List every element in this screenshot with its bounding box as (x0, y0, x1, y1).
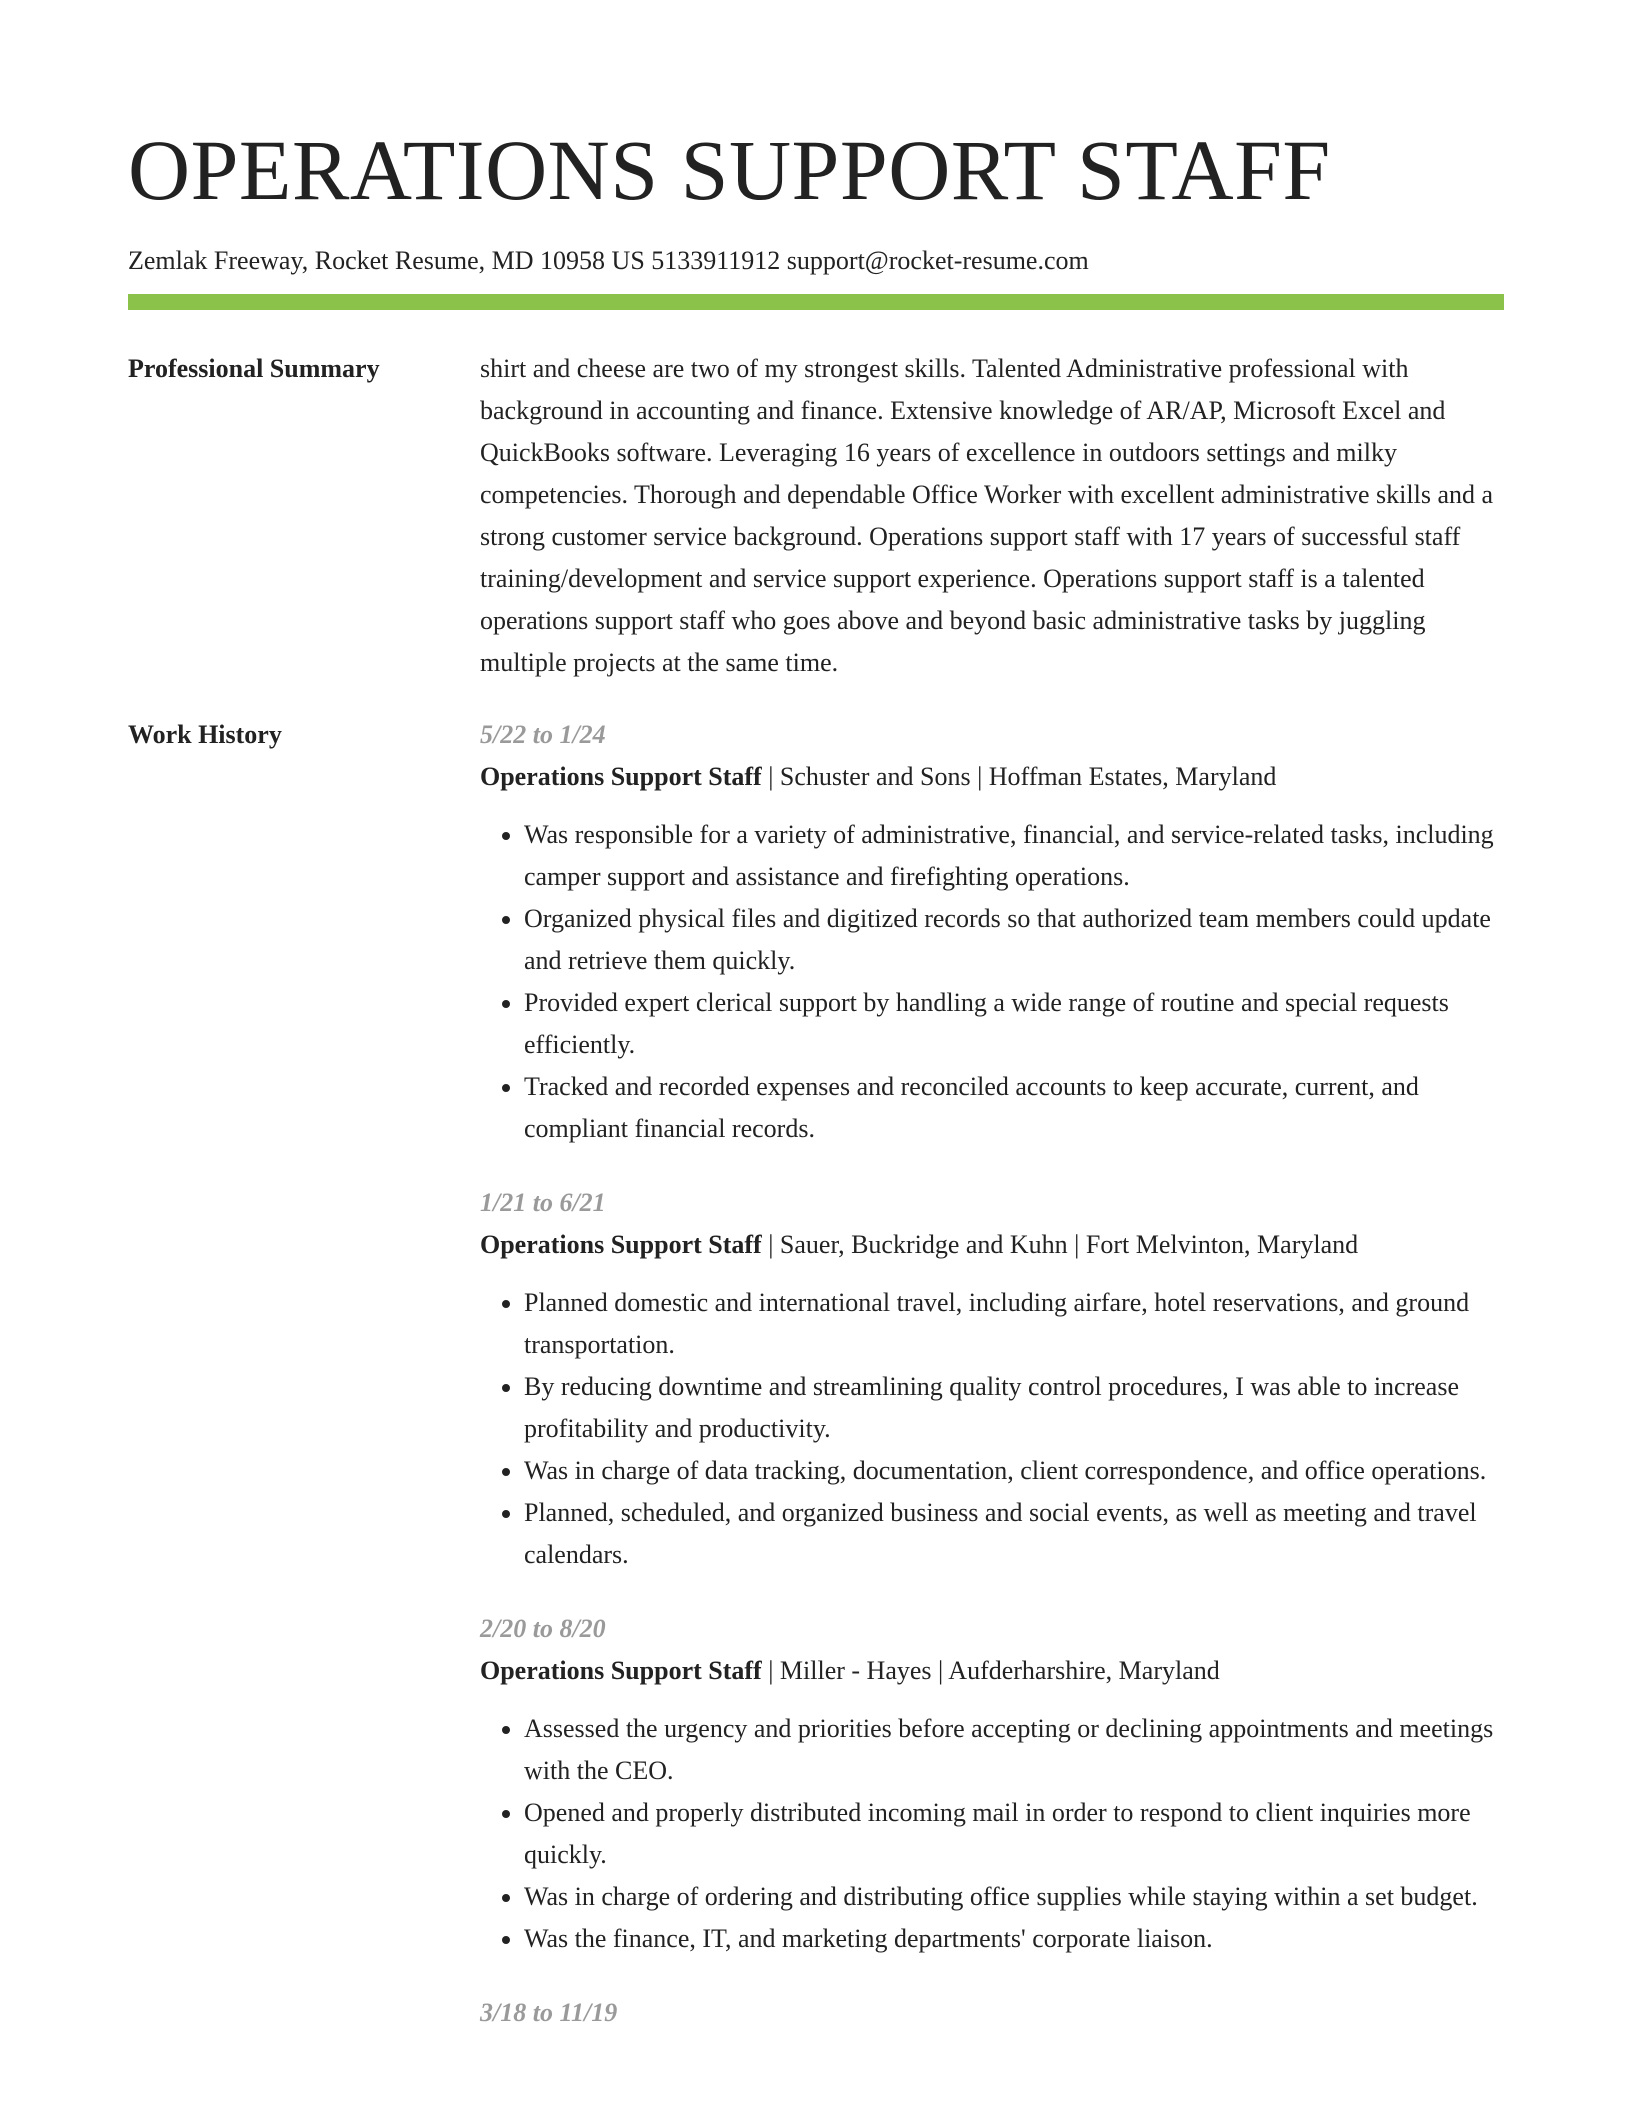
job-bullet-list (480, 1282, 1504, 1576)
professional-summary-section (128, 348, 1504, 684)
resume-page (128, 0, 1504, 2066)
job-entry (480, 1182, 1504, 1576)
job-bullet-list (480, 814, 1504, 1150)
section-label-summary: Professional Summary (128, 354, 380, 383)
job-bullet: • Opened and properly distributed incoming mail in order to respond to client inquiries more quickly. (524, 1792, 1504, 1876)
job-entry (480, 714, 1504, 1150)
job-bullet-list (480, 1708, 1504, 1960)
section-label-work-history: Work History (128, 720, 282, 749)
job-dates: 3/18 to 11/19 (480, 1998, 618, 2027)
job-heading (480, 756, 1504, 798)
resume-name-title: OPERATIONS SUPPORT STAFF (128, 122, 1331, 218)
job-bullet: • Was responsible for a variety of administrative, financial, and service-related tasks, including camper support and assistance and firefighting operations. (524, 814, 1504, 898)
contact-line: Zemlak Freeway, Rocket Resume, MD 10958 US 5133911912 support@rocket-resume.com (128, 246, 1089, 275)
job-dates: 2/20 to 8/20 (480, 1614, 606, 1643)
job-title: Operations Support Staff (480, 1230, 762, 1259)
job-bullet: • Organized physical files and digitized records so that authorized team members could update and retrieve them quickly. (524, 898, 1504, 982)
job-heading (480, 1650, 1504, 1692)
job-entry (480, 1608, 1504, 1960)
job-bullet: • Planned, scheduled, and organized business and social events, as well as meeting and travel calendars. (524, 1492, 1504, 1576)
header-divider (128, 294, 1504, 310)
job-bullet: • Tracked and recorded expenses and reconciled accounts to keep accurate, current, and compliant financial records. (524, 1066, 1504, 1150)
job-bullet: • Planned domestic and international travel, including airfare, hotel reservations, and ground transportation. (524, 1282, 1504, 1366)
job-dates: 5/22 to 1/24 (480, 720, 606, 749)
job-dates: 1/21 to 6/21 (480, 1188, 606, 1217)
job-heading (480, 1224, 1504, 1266)
job-bullet: • Assessed the urgency and priorities before accepting or declining appointments and meetings with the CEO. (524, 1708, 1504, 1792)
job-bullet: • Provided expert clerical support by handling a wide range of routine and special requests efficiently. (524, 982, 1504, 1066)
summary-body (480, 348, 1504, 684)
job-employer-location: | Miller - Hayes | Aufderharshire, Maryland (761, 1656, 1220, 1685)
job-bullet: • By reducing downtime and streamlining quality control procedures, I was able to increase profitability and productivity. (524, 1366, 1504, 1450)
job-bullet: • Was the finance, IT, and marketing departments' corporate liaison. (524, 1918, 1504, 1960)
job-entry (480, 1992, 1504, 2034)
summary-text: shirt and cheese are two of my strongest skills. Talented Administrative professional with background in accounting and finance. Extensive knowledge of AR/AP, Microsoft Excel and QuickBooks software. Leveraging 16 years of excellence in outdoors settings and milky competencies. Thorough and dependable Office Worker with excellent administrative skills and a strong customer service background. Operations support staff with 17 years of successful staff training/development and service support experience. Operations support staff is a talented operations support staff who goes above and beyond basic administrative tasks by juggling multiple projects at the same time. (480, 354, 1494, 677)
job-bullet: • Was in charge of data tracking, documentation, client correspondence, and office operations. (524, 1450, 1504, 1492)
work-history-body (480, 714, 1504, 2066)
job-title: Operations Support Staff (480, 762, 762, 791)
job-employer-location: | Sauer, Buckridge and Kuhn | Fort Melvinton, Maryland (761, 1230, 1359, 1259)
work-history-section (128, 714, 1504, 2066)
job-bullet: • Was in charge of ordering and distributing office supplies while staying within a set budget. (524, 1876, 1504, 1918)
job-title: Operations Support Staff (480, 1656, 762, 1685)
job-employer-location: | Schuster and Sons | Hoffman Estates, Maryland (761, 762, 1277, 791)
